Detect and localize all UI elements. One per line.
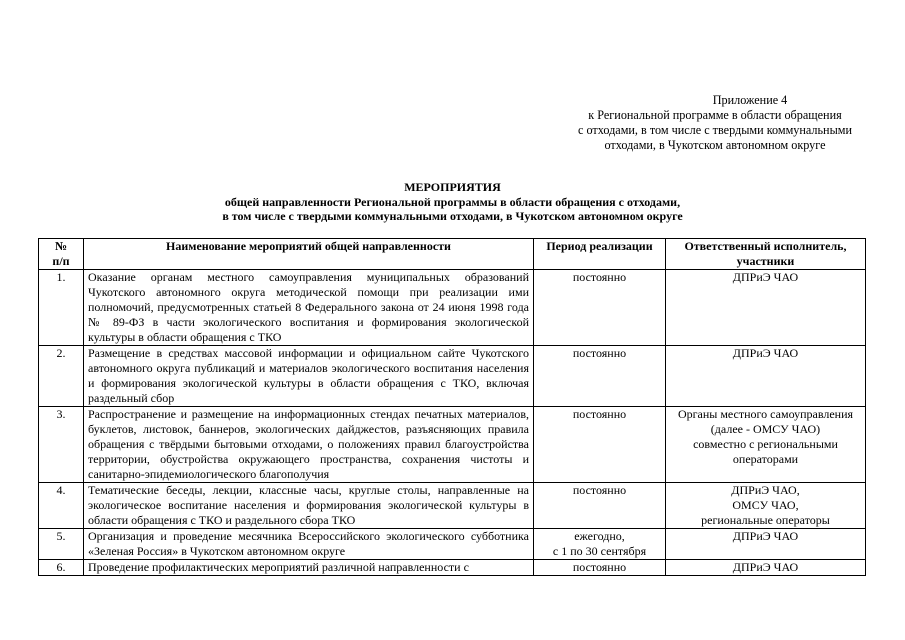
row-number: 3. [39,407,84,483]
row-responsible-line: региональные операторы [701,513,830,527]
header-responsible [666,239,866,270]
row-period-line-1: постоянно [572,270,627,284]
row-responsible-line: ДПРиЭ ЧАО [732,529,799,543]
table-row [39,407,866,483]
row-number: 6. [39,560,84,576]
row-number: 5. [39,529,84,560]
appendix-line-4: отходами, в Чукотском автономном округе [604,138,826,152]
row-number: 2. [39,346,84,407]
header-responsible-line-1: Ответственный исполнитель, [684,239,847,253]
row-period-line-2: с 1 по 30 сентября [552,544,647,558]
row-name: Размещение в средствах массовой информации и официальном сайте Чукотского автономного округа публикаций и материалов экологического воспитания населения и формирования экологической культуры в области обращения с ТКО, включая раздельный сбор [84,346,534,407]
title-line-3: в том числе с твердыми коммунальными отходами, в Чукотском автономном округе [222,209,683,223]
row-name: Организация и проведение месячника Всероссийского экологического субботника «Зеленая Россия» в Чукотском автономном округе [84,529,534,560]
row-responsible-line: ОМСУ ЧАО, [732,498,799,512]
header-responsible-line-2: участники [736,254,795,268]
row-responsible-line: ДПРиЭ ЧАО [732,560,799,574]
row-period-line-1: постоянно [572,346,627,360]
row-period-line-1: постоянно [572,560,627,574]
row-responsible-line: ДПРиЭ ЧАО, [731,483,800,497]
row-period-line-1: ежегодно, [574,529,625,543]
row-period [534,346,666,407]
measures-table [38,238,866,576]
row-name: Тематические беседы, лекции, классные часы, круглые столы, направленные на экологическое воспитание населения и формирования экологической культуры в области обращения с ТКО и раздельного сбора ТКО [84,483,534,529]
appendix-header [520,93,905,153]
table-row [39,346,866,407]
row-responsible-line: Органы местного самоуправления [677,407,854,421]
row-period [534,483,666,529]
appendix-line-3: с отходами, в том числе с твердыми коммунальными [578,123,852,137]
row-period-line-1: постоянно [572,483,627,497]
title-line-2: общей направленности Региональной программы в области обращения с отходами, [224,194,681,209]
row-period [534,270,666,346]
row-responsible-line: ДПРиЭ ЧАО [732,270,799,284]
appendix-line-2: к Региональной программе в области обращения [588,108,842,122]
row-name: Проведение профилактических мероприятий различной направленности с [84,560,534,576]
row-period [534,407,666,483]
table-row [39,529,866,560]
row-responsible [666,483,866,529]
row-responsible [666,560,866,576]
row-responsible [666,529,866,560]
appendix-line-1: Приложение 4 [712,93,788,107]
row-responsible [666,270,866,346]
row-name: Оказание органам местного самоуправления муниципальных образований Чукотского автономного округа методической помощи при реализации ими полномочий, предусмотренных статьей 8 Федерального закона от 24 июня 1998 года № 89-ФЗ в части экологического воспитания и формирования экологической культуры в области обращения с ТКО [84,270,534,346]
row-responsible-line: совместно с региональными [693,437,838,451]
row-period-line-1: постоянно [572,407,627,421]
row-responsible-line: ДПРиЭ ЧАО [732,346,799,360]
row-number: 4. [39,483,84,529]
header-number-line-1: № [54,239,68,253]
header-name: Наименование мероприятий общей направленности [84,239,534,270]
row-responsible-line: операторами [732,452,799,466]
row-number: 1. [39,270,84,346]
row-responsible [666,407,866,483]
table-row [39,270,866,346]
table-header-row [39,239,866,270]
row-period [534,529,666,560]
row-responsible [666,346,866,407]
header-number [39,239,84,270]
header-number-line-2: п/п [52,254,70,268]
row-period [534,560,666,576]
document-title [0,180,905,224]
table-row [39,483,866,529]
table-row [39,560,866,576]
title-main: МЕРОПРИЯТИЯ [404,180,501,194]
header-period: Период реализации [534,239,666,270]
row-responsible-line: (далее - ОМСУ ЧАО) [710,422,821,436]
row-name: Распространение и размещение на информационных стендах печатных материалов, буклетов, листовок, баннеров, экологических дайджестов, разъясняющих правила обращения с твёрдыми бытовыми отходами, о положениях правил благоустройства территории, обустройства окружающего пространства, сохранения чистоты и санитарно-эпидемиологического благополучия [84,407,534,483]
